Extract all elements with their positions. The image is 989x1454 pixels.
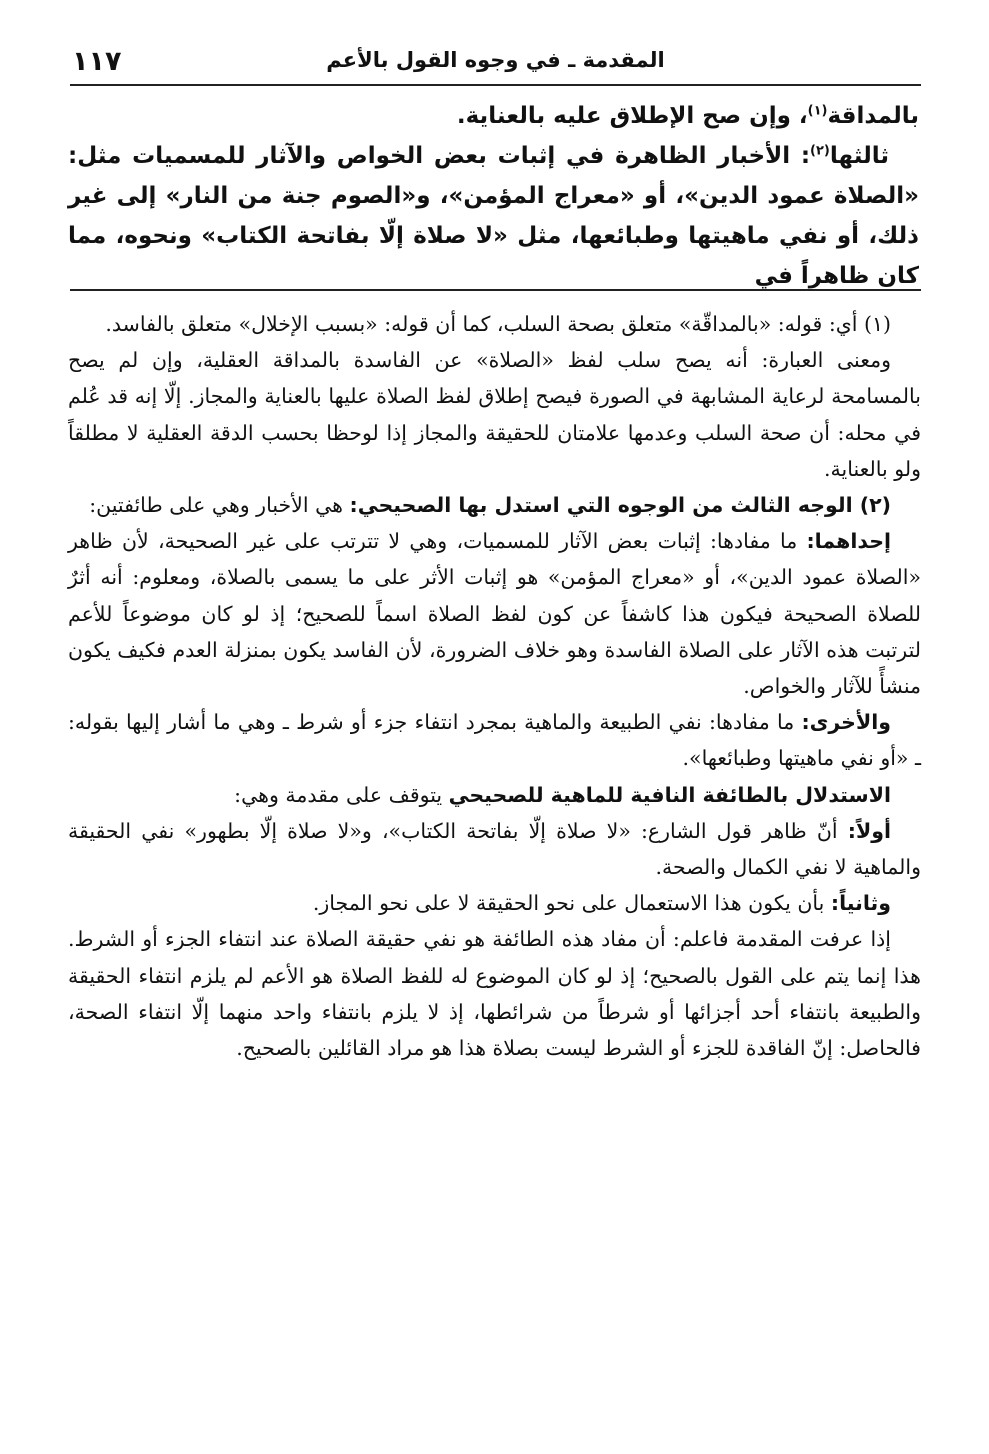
main-p2-text-a: ثالثها <box>829 143 889 169</box>
footnote-ref-2: (٢) <box>810 143 830 159</box>
first-group-label: إحداهما: <box>806 529 891 554</box>
main-paragraph-1 <box>68 96 919 136</box>
page-number: ١١٧ <box>72 46 122 77</box>
footnote-2-inference <box>68 777 921 813</box>
footnote-1: (١) أي: قوله: «بالمداقّة» متعلق بصحة السلب، كما أن قوله: «بسبب الإخلال» متعلق بالفاسد. <box>105 312 891 336</box>
footnote-2-rest: هي الأخبار وهي على طائفتين: <box>89 493 350 518</box>
main-text <box>68 96 919 296</box>
second-premise-text: بأن يكون هذا الاستعمال على نحو الحقيقة لا على نحو المجاز. <box>312 891 831 916</box>
running-title: المقدمة ـ في وجوه القول بالأعم <box>326 48 665 72</box>
main-p1-text-a: بالمداقة <box>827 103 919 129</box>
footnote-divider <box>70 289 921 291</box>
footnote-1-explanation: ومعنى العبارة: أنه يصح سلب لفظ «الصلاة» عن الفاسدة بالمداقة العقلية، وإن لم يصح بالمسامحة لرعاية المشابهة في الصورة فيصح إطلاق لفظ الصلاة عليها بالعناية والمجاز. إلّا إنه قد عُلم في محله: أن صحة السلب وعدمها علامتان للحقيقة والمجاز إذا لوحظا بحسب الدقة العقلية لا مطلقاً ولو بالعناية. <box>68 348 921 481</box>
main-p2-text-b: : الأخبار الظاهرة في إثبات بعض الخواص والآثار للمسميات مثل: «الصلاة عمود الدين»، أو «معراج المؤمن»، و«الصوم جنة من النار» إلى غير ذلك، أو نفي ماهيتها وطبائعها، مثل «لا صلاة إلّا بفاتحة الكتاب» ونحوه، مما كان ظاهراً في <box>68 143 919 289</box>
inference-label: الاستدلال بالطائفة النافية للماهية للصحيحي <box>448 782 891 807</box>
main-paragraph-2 <box>68 136 919 296</box>
second-premise-label: وثانياً: <box>830 891 891 916</box>
first-premise-text: أنّ ظاهر قول الشارع: «لا صلاة إلّا بفاتحة الكتاب»، و«لا صلاة إلّا بطهور» نفي الحقيقة والماهية لا نفي الكمال والصحة. <box>68 818 921 880</box>
footnote-2-second-group <box>68 704 921 776</box>
footnote-2-second-premise <box>68 885 921 921</box>
footnote-2-first-group <box>68 523 921 704</box>
footnotes <box>68 306 921 1066</box>
page-header <box>70 40 921 86</box>
second-group-label: والأخرى: <box>801 710 891 735</box>
second-group-text: ما مفادها: نفي الطبيعة والماهية بمجرد انتفاء جزء أو شرط ـ وهي ما أشار إليها بقوله: ـ «أو نفي ماهيتها وطبائعها». <box>68 710 921 771</box>
footnote-2-conclusion: إذا عرفت المقدمة فاعلم: أن مفاد هذه الطائفة هو نفي حقيقة الصلاة عند انتفاء الجزء أو الشرط. هذا إنما يتم على القول بالصحيح؛ إذ لو كان الموضوع له للفظ الصلاة هو الأعم لم يلزم انتفاء الحقيقة والطبيعة بانتفاء أحد أجزائها أو شرطاً من شرائطها، إذ لا يلزم بانتفاء واحد منهما إلّا انتفاء الصحة، فالحاصل: إنّ الفاقدة للجزء أو الشرط ليست بصلاة هذا هو مراد القائلين بالصحيح. <box>68 927 921 1061</box>
first-premise-label: أولاً: <box>847 818 891 843</box>
main-p1-text-b: ، وإن صح الإطلاق عليه بالعناية. <box>456 103 808 129</box>
first-group-text: ما مفادها: إثبات بعض الآثار للمسميات، وهي لا تترتب على غير الصحيحة، لأن ظاهر «الصلاة عمود الدين»، أو «معراج المؤمن» هو إثبات الأثر على ما يسمى بالصلاة، ومعلوم: أنه أثرٌ للصلاة الصحيحة فيكون هذا كاشفاً عن كون لفظ الصلاة اسماً للصحيح؛ إذ لو كان موضوعاً للأعم لترتبت هذه الآثار على الصلاة الفاسدة وهو خلاف الضرورة، لأن الفاسد يكون بمنزلة العدم فكيف يكون منشأً للآثار والخواص. <box>68 529 921 699</box>
footnote-2-intro <box>68 487 921 523</box>
footnote-ref-1: (١) <box>807 103 828 119</box>
inference-text: يتوقف على مقدمة وهي: <box>234 782 449 807</box>
footnote-2-first-premise <box>68 813 921 885</box>
footnote-2-heading: (٢) الوجه الثالث من الوجوه التي استدل بها الصحيحي: <box>349 493 891 518</box>
